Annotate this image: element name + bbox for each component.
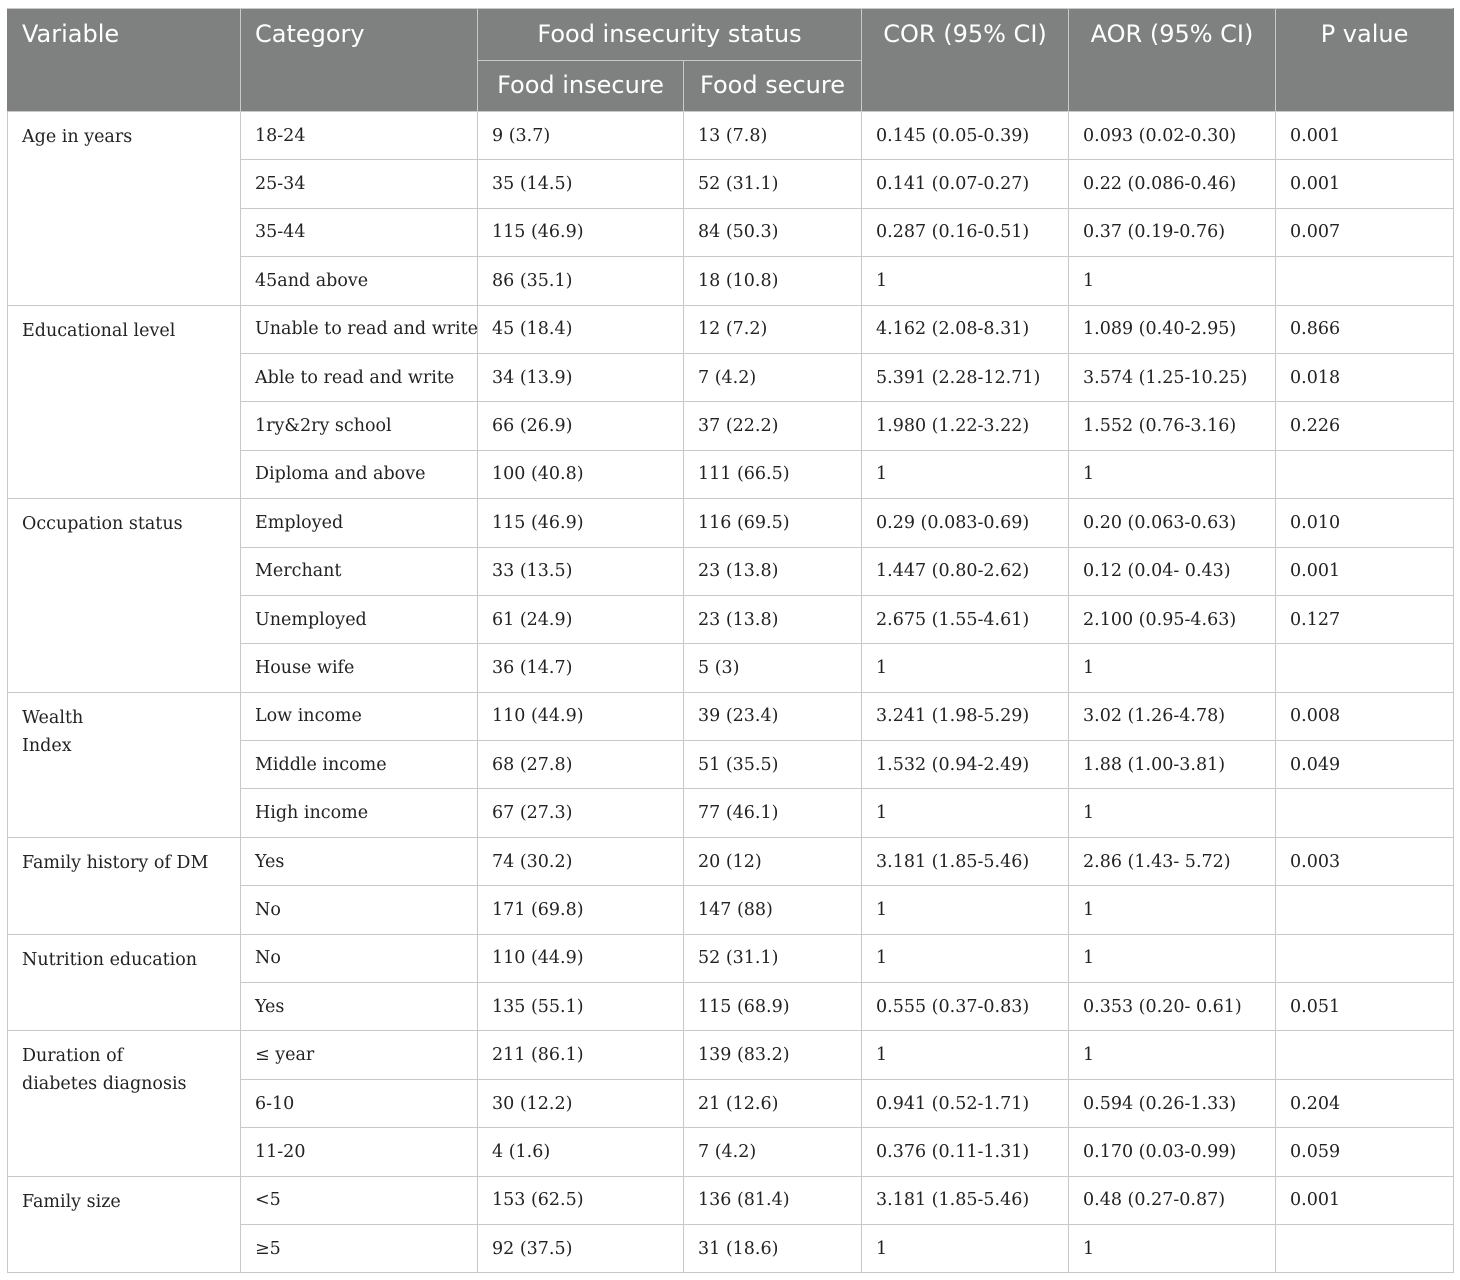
category-cell: 25-34	[241, 160, 478, 208]
aor-cell: 0.20 (0.063-0.63)	[1069, 499, 1276, 547]
food-insecure-cell: 171 (69.8)	[478, 886, 684, 934]
food-insecure-cell: 45 (18.4)	[478, 305, 684, 353]
category-cell: Diploma and above	[241, 450, 478, 498]
variable-cell	[8, 934, 241, 1031]
category-cell: 35-44	[241, 208, 478, 256]
table-row	[8, 112, 1454, 160]
p-value-cell: 0.001	[1276, 160, 1454, 208]
category-cell: Merchant	[241, 547, 478, 595]
header-p-value: P value	[1276, 9, 1454, 112]
food-secure-cell: 77 (46.1)	[684, 789, 862, 837]
cor-cell: 0.555 (0.37-0.83)	[862, 983, 1069, 1031]
variable-label-line: Occupation status	[22, 514, 183, 535]
aor-cell: 2.100 (0.95-4.63)	[1069, 595, 1276, 643]
p-value-cell: 0.049	[1276, 741, 1454, 789]
cor-cell: 1	[862, 1031, 1069, 1079]
food-secure-cell: 20 (12)	[684, 837, 862, 885]
p-value-cell: 0.059	[1276, 1128, 1454, 1176]
food-insecure-cell: 100 (40.8)	[478, 450, 684, 498]
food-secure-cell: 147 (88)	[684, 886, 862, 934]
aor-cell: 3.02 (1.26-4.78)	[1069, 692, 1276, 740]
cor-cell: 1	[862, 450, 1069, 498]
food-secure-cell: 52 (31.1)	[684, 160, 862, 208]
food-insecure-cell: 211 (86.1)	[478, 1031, 684, 1079]
food-secure-cell: 84 (50.3)	[684, 208, 862, 256]
table-row	[8, 305, 1454, 353]
aor-cell: 0.12 (0.04- 0.43)	[1069, 547, 1276, 595]
category-cell: Unemployed	[241, 595, 478, 643]
p-value-cell	[1276, 257, 1454, 305]
aor-cell: 0.37 (0.19-0.76)	[1069, 208, 1276, 256]
cor-cell: 1	[862, 789, 1069, 837]
aor-cell: 1	[1069, 1224, 1276, 1272]
food-insecure-cell: 153 (62.5)	[478, 1176, 684, 1224]
food-insecure-cell: 33 (13.5)	[478, 547, 684, 595]
header-aor: AOR (95% CI)	[1069, 9, 1276, 112]
table-row	[8, 934, 1454, 982]
food-secure-cell: 7 (4.2)	[684, 353, 862, 401]
food-insecure-cell: 110 (44.9)	[478, 692, 684, 740]
food-insecure-cell: 4 (1.6)	[478, 1128, 684, 1176]
food-insecure-cell: 86 (35.1)	[478, 257, 684, 305]
aor-cell: 1	[1069, 934, 1276, 982]
category-cell: Employed	[241, 499, 478, 547]
cor-cell: 1.447 (0.80-2.62)	[862, 547, 1069, 595]
variable-cell	[8, 305, 241, 499]
food-insecure-cell: 30 (12.2)	[478, 1079, 684, 1127]
category-cell: No	[241, 886, 478, 934]
table-row	[8, 499, 1454, 547]
cor-cell: 5.391 (2.28-12.71)	[862, 353, 1069, 401]
category-cell: 6-10	[241, 1079, 478, 1127]
variable-cell	[8, 1176, 241, 1273]
variable-label-line: Age in years	[22, 127, 133, 147]
food-secure-cell: 116 (69.5)	[684, 499, 862, 547]
variable-cell	[8, 112, 241, 306]
food-secure-cell: 12 (7.2)	[684, 305, 862, 353]
cor-cell: 3.181 (1.85-5.46)	[862, 837, 1069, 885]
p-value-cell: 0.051	[1276, 983, 1454, 1031]
food-insecure-cell: 35 (14.5)	[478, 160, 684, 208]
header-food-insecurity-status: Food insecurity status	[478, 9, 862, 61]
aor-cell: 3.574 (1.25-10.25)	[1069, 353, 1276, 401]
cor-cell: 1	[862, 1224, 1069, 1272]
food-insecure-cell: 74 (30.2)	[478, 837, 684, 885]
cor-cell: 0.376 (0.11-1.31)	[862, 1128, 1069, 1176]
aor-cell: 0.353 (0.20- 0.61)	[1069, 983, 1276, 1031]
variable-label-line: diabetes diagnosis	[22, 1074, 187, 1095]
food-secure-cell: 51 (35.5)	[684, 741, 862, 789]
food-secure-cell: 7 (4.2)	[684, 1128, 862, 1176]
variable-label-line: Wealth	[22, 707, 84, 728]
header-category: Category	[241, 9, 478, 112]
variable-label-line: Index	[22, 735, 72, 756]
aor-cell: 1	[1069, 1031, 1276, 1079]
cor-cell: 1	[862, 644, 1069, 692]
aor-cell: 2.86 (1.43- 5.72)	[1069, 837, 1276, 885]
variable-label-line: Educational level	[22, 320, 176, 341]
variable-label-line: Nutrition education	[22, 949, 198, 970]
food-secure-cell: 136 (81.4)	[684, 1176, 862, 1224]
food-secure-cell: 111 (66.5)	[684, 450, 862, 498]
table-header	[8, 9, 1454, 112]
category-cell: Yes	[241, 983, 478, 1031]
category-cell: 1ry&2ry school	[241, 402, 478, 450]
p-value-cell: 0.008	[1276, 692, 1454, 740]
category-cell: 18-24	[241, 112, 478, 160]
aor-cell: 1.552 (0.76-3.16)	[1069, 402, 1276, 450]
category-cell: Able to read and write	[241, 353, 478, 401]
category-cell: <5	[241, 1176, 478, 1224]
variable-cell	[8, 692, 241, 837]
food-insecure-cell: 34 (13.9)	[478, 353, 684, 401]
aor-cell: 1.88 (1.00-3.81)	[1069, 741, 1276, 789]
aor-cell: 0.22 (0.086-0.46)	[1069, 160, 1276, 208]
p-value-cell	[1276, 1224, 1454, 1272]
p-value-cell: 0.018	[1276, 353, 1454, 401]
category-cell: No	[241, 934, 478, 982]
header-cor: COR (95% CI)	[862, 9, 1069, 112]
cor-cell: 3.241 (1.98-5.29)	[862, 692, 1069, 740]
p-value-cell	[1276, 934, 1454, 982]
p-value-cell: 0.007	[1276, 208, 1454, 256]
food-insecure-cell: 115 (46.9)	[478, 208, 684, 256]
food-insecure-cell: 67 (27.3)	[478, 789, 684, 837]
food-insecure-cell: 66 (26.9)	[478, 402, 684, 450]
food-secure-cell: 21 (12.6)	[684, 1079, 862, 1127]
food-insecure-cell: 115 (46.9)	[478, 499, 684, 547]
p-value-cell	[1276, 450, 1454, 498]
aor-cell: 1.089 (0.40-2.95)	[1069, 305, 1276, 353]
p-value-cell: 0.204	[1276, 1079, 1454, 1127]
food-secure-cell: 31 (18.6)	[684, 1224, 862, 1272]
cor-cell: 2.675 (1.55-4.61)	[862, 595, 1069, 643]
p-value-cell	[1276, 789, 1454, 837]
category-cell: Unable to read and write	[241, 305, 478, 353]
cor-cell: 0.941 (0.52-1.71)	[862, 1079, 1069, 1127]
category-cell: ≥5	[241, 1224, 478, 1272]
p-value-cell: 0.003	[1276, 837, 1454, 885]
cor-cell: 0.145 (0.05-0.39)	[862, 112, 1069, 160]
food-secure-cell: 39 (23.4)	[684, 692, 862, 740]
table-row	[8, 692, 1454, 740]
cor-cell: 0.287 (0.16-0.51)	[862, 208, 1069, 256]
variable-cell	[8, 837, 241, 934]
aor-cell: 0.48 (0.27-0.87)	[1069, 1176, 1276, 1224]
p-value-cell: 0.010	[1276, 499, 1454, 547]
cor-cell: 0.141 (0.07-0.27)	[862, 160, 1069, 208]
aor-cell: 1	[1069, 789, 1276, 837]
category-cell: ≤ year	[241, 1031, 478, 1079]
food-secure-cell: 139 (83.2)	[684, 1031, 862, 1079]
cor-cell: 1	[862, 934, 1069, 982]
header-food-insecure: Food insecure	[478, 61, 684, 112]
category-cell: Middle income	[241, 741, 478, 789]
aor-cell: 0.093 (0.02-0.30)	[1069, 112, 1276, 160]
food-secure-cell: 52 (31.1)	[684, 934, 862, 982]
variable-label-line: Family size	[22, 1191, 121, 1212]
aor-cell: 1	[1069, 450, 1276, 498]
category-cell: High income	[241, 789, 478, 837]
food-secure-cell: 115 (68.9)	[684, 983, 862, 1031]
cor-cell: 1	[862, 257, 1069, 305]
variable-cell	[8, 1031, 241, 1176]
p-value-cell	[1276, 644, 1454, 692]
aor-cell: 0.170 (0.03-0.99)	[1069, 1128, 1276, 1176]
aor-cell: 1	[1069, 886, 1276, 934]
table-row	[8, 837, 1454, 885]
food-insecure-cell: 36 (14.7)	[478, 644, 684, 692]
table-row	[8, 1176, 1454, 1224]
cor-cell: 0.29 (0.083-0.69)	[862, 499, 1069, 547]
food-insecure-cell: 135 (55.1)	[478, 983, 684, 1031]
cor-cell: 1	[862, 886, 1069, 934]
variable-cell	[8, 499, 241, 693]
table-body	[8, 112, 1454, 1273]
p-value-cell: 0.866	[1276, 305, 1454, 353]
food-insecure-cell: 92 (37.5)	[478, 1224, 684, 1272]
food-secure-cell: 23 (13.8)	[684, 547, 862, 595]
category-cell: Low income	[241, 692, 478, 740]
table-row	[8, 1031, 1454, 1079]
food-insecure-cell: 61 (24.9)	[478, 595, 684, 643]
p-value-cell: 0.001	[1276, 1176, 1454, 1224]
food-insecure-cell: 9 (3.7)	[478, 112, 684, 160]
variable-label-line: Family history of DM	[22, 852, 209, 873]
category-cell: House wife	[241, 644, 478, 692]
p-value-cell: 0.001	[1276, 112, 1454, 160]
food-insecure-cell: 68 (27.8)	[478, 741, 684, 789]
p-value-cell: 0.226	[1276, 402, 1454, 450]
p-value-cell: 0.001	[1276, 547, 1454, 595]
cor-cell: 4.162 (2.08-8.31)	[862, 305, 1069, 353]
category-cell: Yes	[241, 837, 478, 885]
header-food-secure: Food secure	[684, 61, 862, 112]
food-secure-cell: 5 (3)	[684, 644, 862, 692]
p-value-cell	[1276, 1031, 1454, 1079]
food-secure-cell: 18 (10.8)	[684, 257, 862, 305]
cor-cell: 1.980 (1.22-3.22)	[862, 402, 1069, 450]
food-secure-cell: 37 (22.2)	[684, 402, 862, 450]
aor-cell: 1	[1069, 257, 1276, 305]
food-secure-cell: 23 (13.8)	[684, 595, 862, 643]
food-secure-cell: 13 (7.8)	[684, 112, 862, 160]
category-cell: 11-20	[241, 1128, 478, 1176]
results-table	[7, 8, 1454, 1273]
cor-cell: 1.532 (0.94-2.49)	[862, 741, 1069, 789]
food-insecure-cell: 110 (44.9)	[478, 934, 684, 982]
category-cell: 45and above	[241, 257, 478, 305]
header-variable: Variable	[8, 9, 241, 112]
aor-cell: 1	[1069, 644, 1276, 692]
aor-cell: 0.594 (0.26-1.33)	[1069, 1079, 1276, 1127]
p-value-cell	[1276, 886, 1454, 934]
p-value-cell: 0.127	[1276, 595, 1454, 643]
variable-label-line: Duration of	[22, 1046, 124, 1067]
cor-cell: 3.181 (1.85-5.46)	[862, 1176, 1069, 1224]
